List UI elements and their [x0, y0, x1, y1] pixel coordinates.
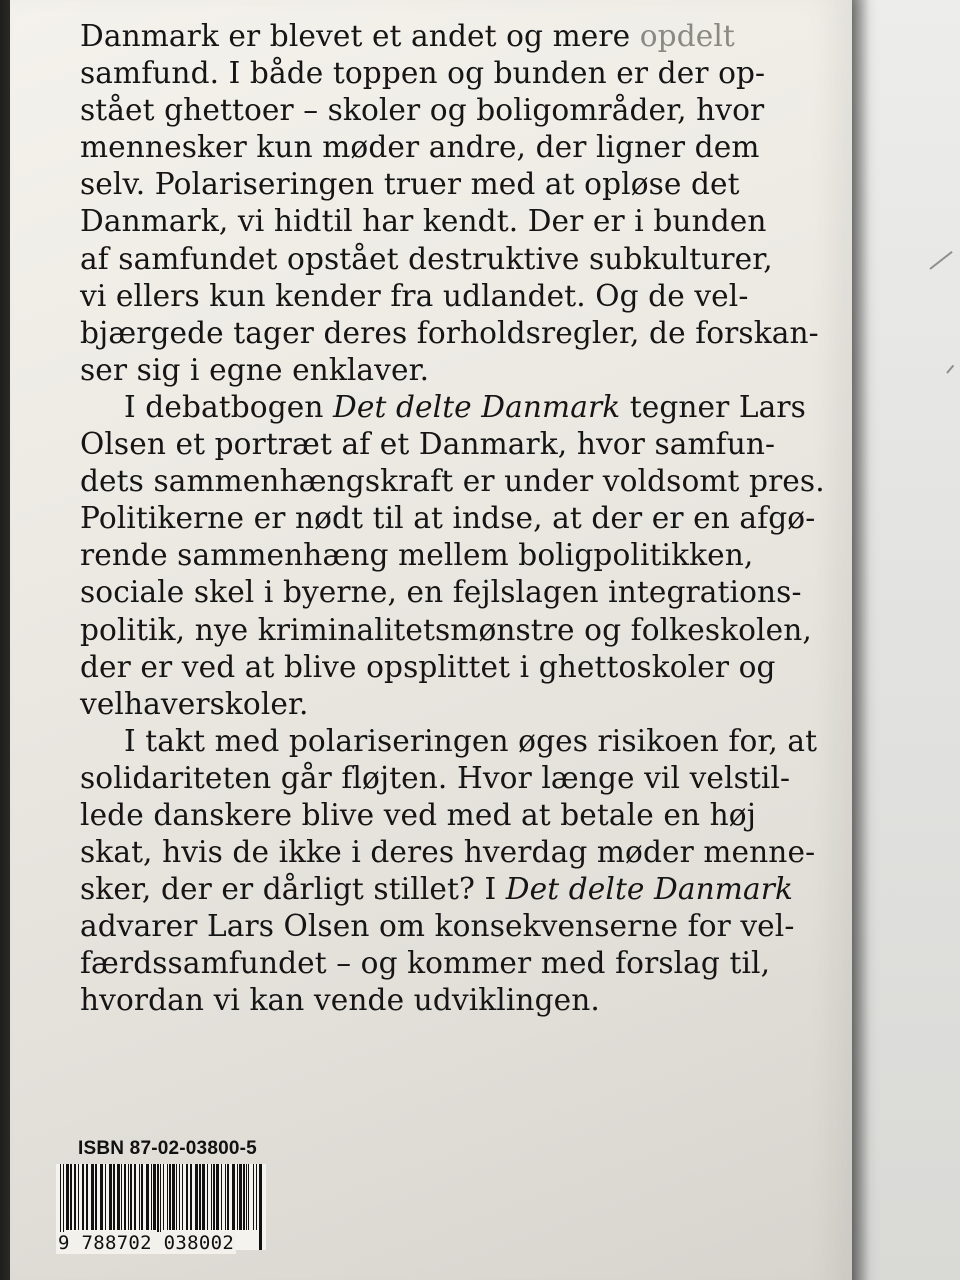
- blurb-line: selv. Polariseringen truer med at opløse det: [80, 167, 740, 202]
- blurb-line: sociale skel i byerne, en fejlslagen integrations-: [80, 575, 802, 610]
- barcode-bar: [195, 1164, 198, 1230]
- table-surface-right: [852, 0, 960, 1280]
- blurb-text: I debatbogen: [124, 389, 334, 424]
- barcode-bar: [199, 1164, 201, 1230]
- barcode-bar: [105, 1164, 106, 1230]
- barcode-bar: [248, 1164, 249, 1230]
- barcode-bar: [202, 1164, 205, 1230]
- blurb-paragraph-2: [80, 389, 825, 723]
- book-title-italic: Det delte Danmark: [333, 389, 621, 424]
- barcode-bar: [82, 1164, 84, 1230]
- barcode-bar: [182, 1164, 183, 1230]
- blurb-line: rende sammenhæng mellem boligpolitikken,: [80, 538, 754, 573]
- barcode-bar: [109, 1164, 112, 1230]
- barcode-bar: [153, 1164, 156, 1230]
- barcode-bar: [66, 1164, 69, 1230]
- blurb-line: af samfundet opstået destruktive subkulturer,: [80, 241, 773, 276]
- barcode-bar: [190, 1164, 192, 1230]
- blurb-line: ser sig i egne enklaver.: [80, 352, 430, 387]
- barcode-bar: [213, 1164, 215, 1230]
- surface-scratch: [929, 251, 952, 270]
- blurb-line: Politikerne er nødt til at indse, at der er en afgø-: [80, 501, 816, 536]
- barcode-bar: [253, 1164, 254, 1230]
- barcode-bar: [100, 1164, 103, 1230]
- barcode-bar: [130, 1164, 132, 1230]
- barcode-bar: [78, 1164, 79, 1230]
- blurb-line: samfund. I både toppen og bunden er der op-: [80, 56, 766, 91]
- blurb-line: færdssamfundet – og kommer med forslag til,: [80, 946, 771, 981]
- barcode-bar: [146, 1164, 149, 1230]
- blurb-paragraph-3: [80, 723, 820, 1020]
- barcode-bar: [232, 1164, 235, 1230]
- blurb-line: velhaverskoler.: [80, 686, 309, 721]
- ean-digits: 9 788702 038002: [58, 1232, 235, 1254]
- blurb-text-faded: opdelt: [639, 19, 735, 53]
- blurb-text: sker, der er dårligt stillet? I: [80, 872, 506, 907]
- blurb-line: advarer Lars Olsen om konsekvenserne for vel-: [80, 909, 795, 944]
- blurb-line: Danmark, vi hidtil har kendt. Der er i bunden: [80, 204, 767, 239]
- barcode-bar: [243, 1164, 245, 1230]
- barcode-bar: [151, 1164, 152, 1230]
- barcode-bar: [256, 1164, 257, 1230]
- barcode-bar: [227, 1164, 229, 1230]
- barcode-bar: [207, 1164, 208, 1230]
- blurb-line: politik, nye kriminalitetsmønstre og folkeskolen,: [80, 612, 812, 647]
- barcode-bar: [169, 1164, 171, 1230]
- barcode-bar: [211, 1164, 212, 1230]
- blurb-line: skat, hvis de ikke i deres hverdag møder menne-: [80, 835, 816, 870]
- blurb-line: der er ved at blive opsplittet i ghettoskoler og: [80, 649, 776, 684]
- barcode-bar: [172, 1164, 175, 1230]
- barcode-bar: [167, 1164, 168, 1230]
- barcode-bar: [186, 1164, 188, 1230]
- barcode-bar: [237, 1164, 238, 1230]
- book-title-italic: Det delte Danmark: [505, 872, 793, 907]
- isbn-barcode-block: [56, 1138, 266, 1254]
- blurb-text: tegner Lars: [620, 389, 806, 424]
- barcode-bar: [124, 1164, 126, 1230]
- barcode-bar: [74, 1164, 76, 1230]
- blurb-line: mennesker kun møder andre, der ligner dem: [80, 130, 760, 165]
- barcode-bar: [117, 1164, 120, 1230]
- blurb-line: solidariteten går fløjten. Hvor længe vil velstil-: [80, 760, 791, 795]
- blurb-text: Danmark er blevet et andet og mere: [80, 19, 640, 53]
- barcode-bar: [225, 1164, 226, 1230]
- blurb-paragraph-1: [80, 18, 820, 389]
- barcode-bar: [113, 1164, 115, 1230]
- back-cover-blurb: [80, 18, 825, 1020]
- barcode-bar: [216, 1164, 219, 1230]
- blurb-line: lede danskere blive ved med at betale en høj: [80, 797, 756, 832]
- barcode-bar: [239, 1164, 242, 1230]
- barcode-bar: [246, 1164, 247, 1230]
- barcode-bar: [128, 1164, 129, 1230]
- barcode-bar: [141, 1164, 143, 1230]
- barcode-bar: [221, 1164, 222, 1230]
- surface-scratch: [946, 365, 954, 374]
- barcode-bar: [259, 1164, 262, 1250]
- blurb-line: vi ellers kun kender fra udlandet. Og de vel-: [80, 278, 749, 313]
- barcode-bar: [86, 1164, 88, 1230]
- blurb-line: dets sammenhængskraft er under voldsomt pres.: [80, 464, 825, 499]
- blurb-line: stået ghettoer – skoler og boligområder, hvor: [80, 93, 765, 128]
- isbn-label: ISBN 87-02-03800-5: [78, 1138, 257, 1159]
- blurb-line: bjærgede tager deres forholdsregler, de forskan-: [80, 315, 819, 350]
- barcode-bar: [179, 1164, 180, 1230]
- barcode-bar: [70, 1164, 72, 1230]
- barcode-bar: [139, 1164, 140, 1230]
- barcode-bar: [121, 1164, 122, 1230]
- blurb-line: [80, 19, 735, 53]
- barcode-bar: [163, 1164, 164, 1230]
- blurb-line: hvordan vi kan vende udviklingen.: [80, 983, 600, 1018]
- blurb-line: I takt med polariseringen øges risikoen for, at: [124, 723, 818, 758]
- barcode-bar: [91, 1164, 94, 1230]
- blurb-line: Olsen et portræt af et Danmark, hvor samfun-: [80, 427, 776, 462]
- barcode: [56, 1164, 266, 1254]
- barcode-bar: [176, 1164, 177, 1230]
- barcode-bar: [95, 1164, 97, 1230]
- barcode-bar: [134, 1164, 136, 1230]
